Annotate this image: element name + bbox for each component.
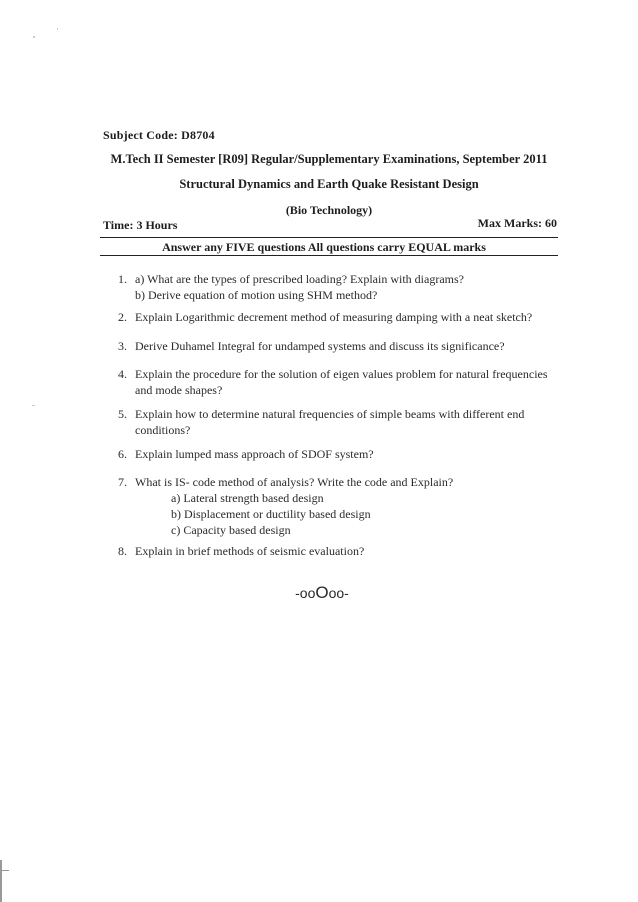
question-line: conditions? <box>135 423 191 437</box>
question-line: Explain lumped mass approach of SDOF system? <box>135 447 374 461</box>
end-of-paper-mark <box>0 583 638 603</box>
scan-edge-tick <box>0 870 9 871</box>
course-title: Structural Dynamics and Earth Quake Resistant Design <box>179 177 479 191</box>
footer-left: -oo <box>295 585 316 601</box>
question-line: What is IS- code method of analysis? Write the code and Explain? <box>135 475 454 489</box>
question-subpart: a) Lateral strength based design <box>171 491 324 505</box>
footer-right: oo- <box>328 585 349 601</box>
question-text <box>135 406 555 438</box>
question-line: Derive Duhamel Integral for undamped systems and discuss its significance? <box>135 339 505 353</box>
footer-mid: O <box>315 583 329 602</box>
question-line: Explain in brief methods of seismic evaluation? <box>135 544 365 558</box>
question-subpart: b) Displacement or ductility based design <box>171 507 371 521</box>
question-line: Explain the procedure for the solution of eigen values problem for natural frequencies <box>135 367 548 381</box>
question-number: 7. <box>118 475 127 489</box>
question-line: b) Derive equation of motion using SHM method? <box>135 288 378 302</box>
rule-top <box>100 237 558 238</box>
scan-speck <box>57 28 58 30</box>
exam-title: M.Tech II Semester [R09] Regular/Supplementary Examinations, September 2011 <box>110 152 548 166</box>
subject-code: Subject Code: D8704 <box>103 128 215 142</box>
question-line: Explain how to determine natural frequencies of simple beams with different end <box>135 407 525 421</box>
instructions: Answer any FIVE questions All questions carry EQUAL marks <box>162 240 486 254</box>
scan-speck <box>33 36 35 38</box>
question-text <box>135 446 555 462</box>
question-text <box>135 543 555 559</box>
question-number: 4. <box>118 367 127 381</box>
max-marks: Max Marks: 60 <box>477 216 557 230</box>
question-subpart: c) Capacity based design <box>171 523 291 537</box>
scan-speck <box>32 405 35 406</box>
question-number: 8. <box>118 544 127 558</box>
question-line: and mode shapes? <box>135 383 223 397</box>
question-text <box>135 338 555 354</box>
question-number: 2. <box>118 310 127 324</box>
question-text <box>135 366 555 398</box>
scan-edge <box>0 860 2 902</box>
department: (Bio Technology) <box>285 203 373 217</box>
question-line: a) What are the types of prescribed loading? Explain with diagrams? <box>135 272 464 286</box>
question-text <box>135 474 555 538</box>
question-text <box>135 309 555 325</box>
question-text <box>135 271 555 303</box>
question-number: 6. <box>118 447 127 461</box>
question-number: 3. <box>118 339 127 353</box>
rule-bottom <box>100 255 558 256</box>
question-number: 5. <box>118 407 127 421</box>
question-number: 1. <box>118 272 127 286</box>
exam-time: Time: 3 Hours <box>103 218 178 232</box>
question-line: Explain Logarithmic decrement method of measuring damping with a neat sketch? <box>135 310 533 324</box>
